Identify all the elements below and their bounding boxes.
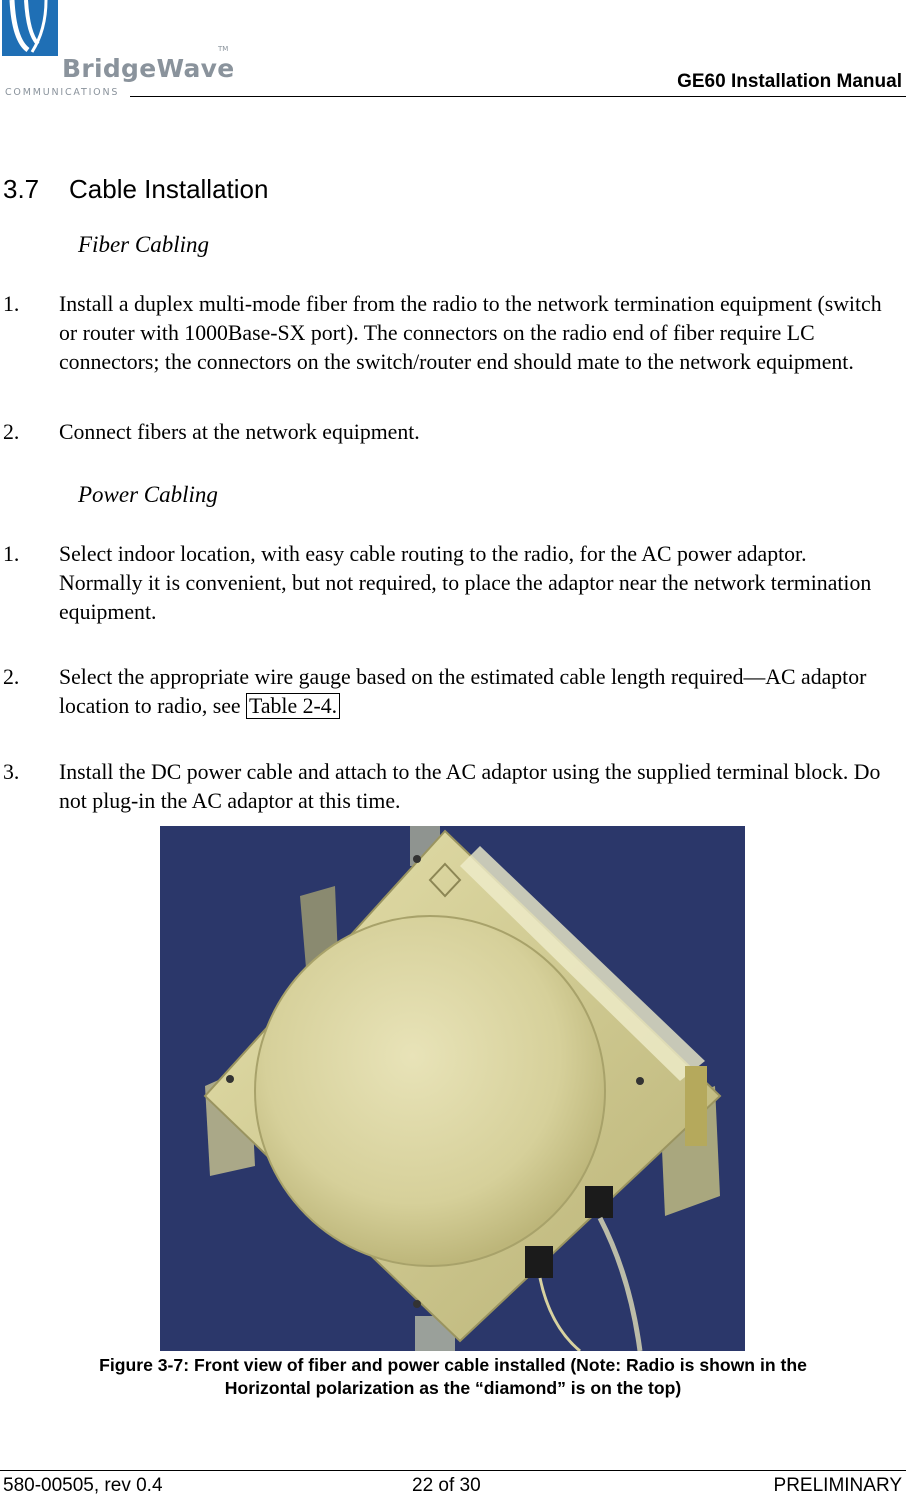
step-number: 1. <box>3 542 20 566</box>
power-cabling-heading: Power Cabling <box>78 482 218 507</box>
step-number: 3. <box>3 760 20 784</box>
footer-divider <box>0 1470 906 1471</box>
fiber-step-2 <box>3 418 893 447</box>
bridgewave-logo-mark-icon <box>2 0 62 58</box>
logo-wordmark: BridgeWave <box>62 54 235 83</box>
step-text: Select indoor location, with easy cable routing to the radio, for the AC power adaptor. Normally it is convenient, but not required, to place the adaptor near the network termination equipment. <box>59 542 872 624</box>
company-logo <box>2 0 235 100</box>
caption-line-1: Figure 3-7: Front view of fiber and power cable installed (Note: Radio is shown in the <box>99 1355 807 1375</box>
step-text: Connect fibers at the network equipment. <box>59 420 420 444</box>
radio-illustration <box>160 826 745 1351</box>
step-text: Install a duplex multi-mode fiber from the radio to the network termination equipment (switch or router with 1000Base-SX port). The connectors on the radio end of fiber require LC connectors; the connectors on the switch/router end should mate to the network equipment. <box>59 292 882 374</box>
power-step-3 <box>3 758 893 816</box>
caption-line-2: Horizontal polarization as the “diamond” is on the top) <box>224 1378 682 1398</box>
section-heading <box>3 174 268 205</box>
step-text-body: Select the appropriate wire gauge based on the estimated cable length required—AC adaptor location to radio, see <box>59 665 867 718</box>
step-text: Install the DC power cable and attach to the AC adaptor using the supplied terminal block. Do not plug-in the AC adaptor at this time. <box>59 760 881 813</box>
table-2-4-link[interactable]: Table 2-4. <box>246 693 340 719</box>
page-number: 22 of 30 <box>412 1475 481 1496</box>
power-step-1 <box>3 540 893 627</box>
figure-caption <box>0 1354 906 1400</box>
fiber-cabling-heading: Fiber Cabling <box>78 232 209 257</box>
logo-subtitle: COMMUNICATIONS <box>5 87 120 98</box>
header-divider <box>130 96 906 97</box>
step-number: 1. <box>3 292 20 316</box>
fiber-step-1 <box>3 290 893 377</box>
section-title: Cable Installation <box>69 174 269 204</box>
document-status: PRELIMINARY <box>773 1475 902 1496</box>
step-number: 2. <box>3 420 20 444</box>
manual-title: GE60 Installation Manual <box>677 71 902 92</box>
logo-trademark: TM <box>218 45 229 53</box>
power-step-2 <box>3 663 893 721</box>
radio-photo <box>160 826 745 1351</box>
step-number: 2. <box>3 665 20 689</box>
step-text <box>59 663 893 721</box>
section-number: 3.7 <box>3 174 40 204</box>
document-number: 580-00505, rev 0.4 <box>3 1475 163 1496</box>
